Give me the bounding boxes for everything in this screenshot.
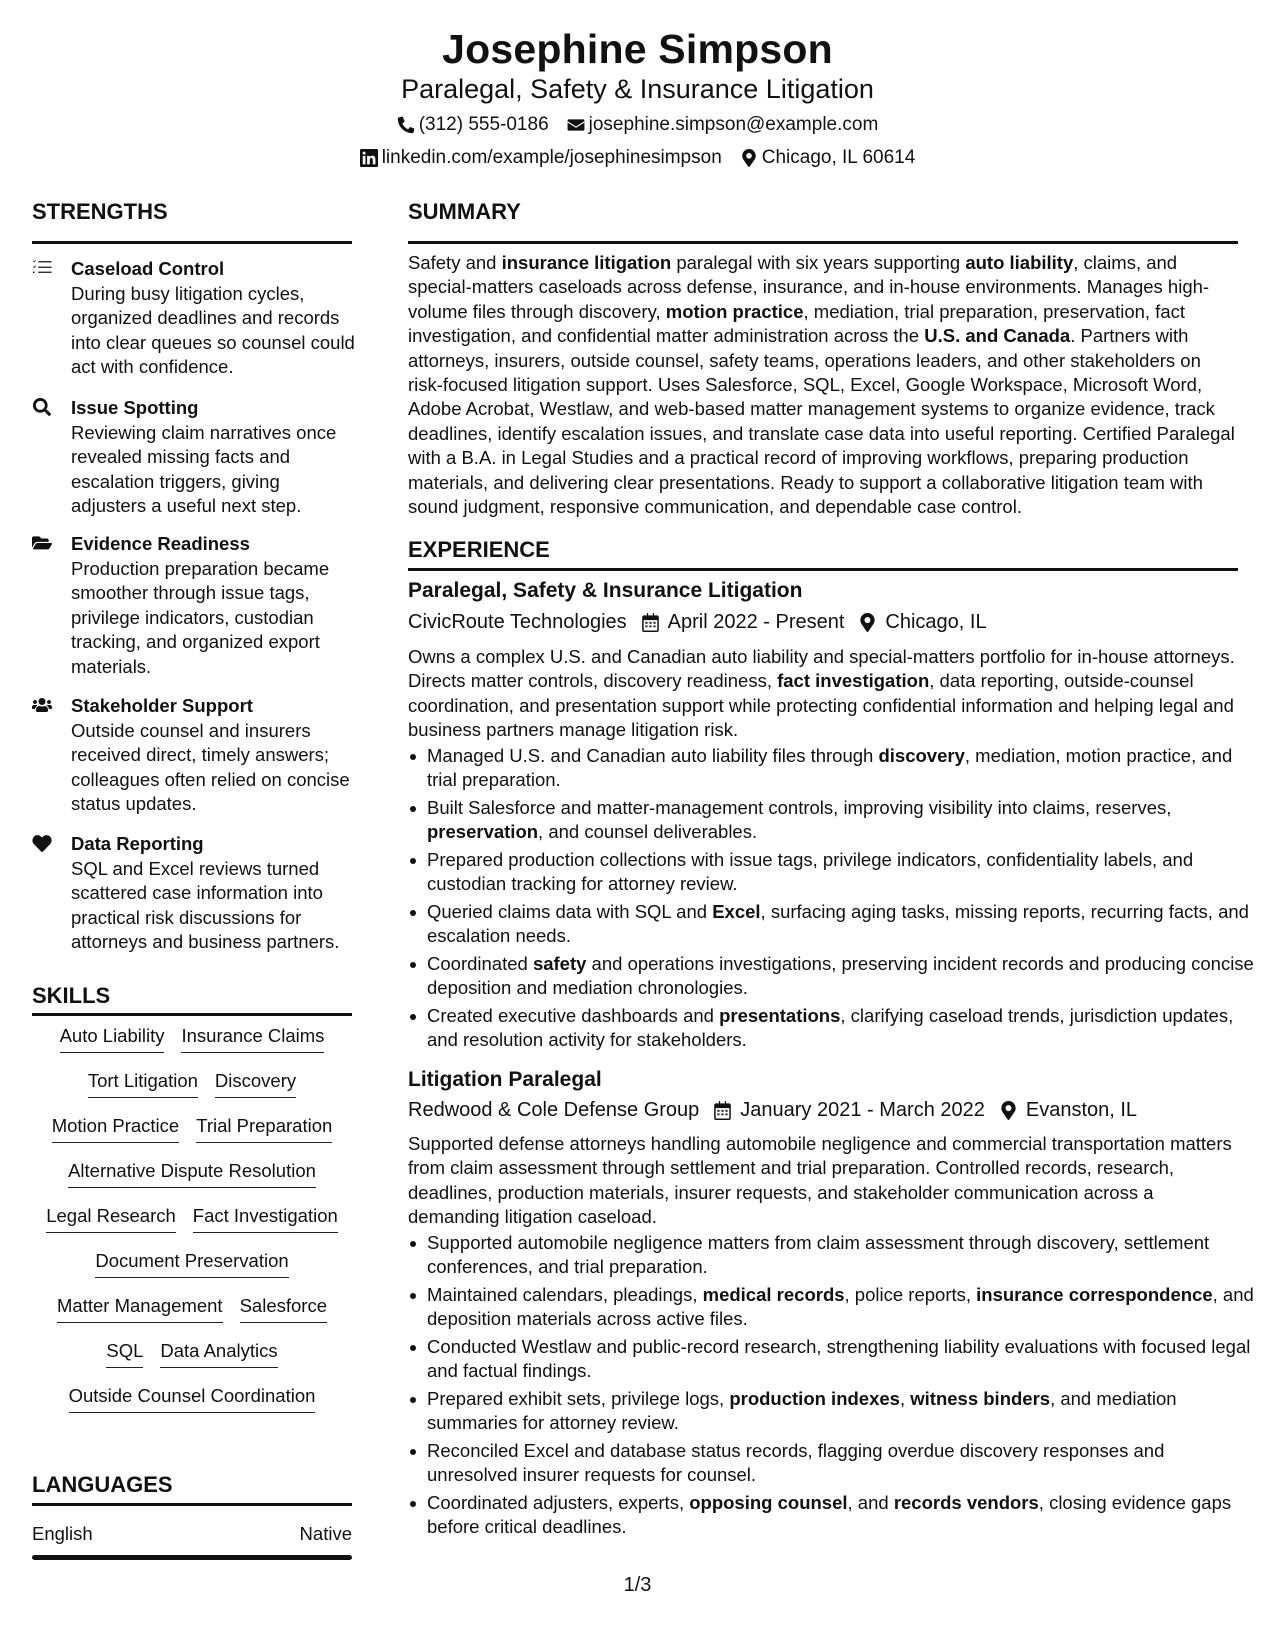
bullet-item: Built Salesforce and matter-management controls, improving visibility into claims, reserves, preservation, and counsel deliverables.: [427, 796, 1257, 845]
folder-open-icon: [32, 534, 54, 554]
summary-text: Safety and insurance litigation paralegal with six years supporting auto liability, claims, and special-matters caseloads across defense, insurance, and in-house environments. Manages high-volume files through discovery, motion practice, mediation, trial preparation, preservation, fact investigation, and confidential matter administration across the U.S. and Canada. Partners with attorneys, insurers, outside counsel, safety teams, operations leaders, and other stakeholders on risk-focused litigation support. Uses Salesforce, SQL, Excel, Google Workspace, Microsoft Word, Adobe Acrobat, Westlaw, and web-based matter management systems to organize evidence, track deadlines, identify escalation issues, and translate case data into useful reporting. Certified Paralegal with a B.A. in Legal Studies and a practical record of improving workflows, preparing production materials, and delivering clear presentations. Ready to support a collaborative litigation team with sound judgment, responsive communication, and dependable case control.: [408, 252, 1235, 518]
page-number: 1/3: [623, 1574, 652, 1596]
linkedin-icon: [360, 149, 378, 167]
skill-tag: Data Analytics: [160, 1339, 277, 1368]
strengths-rule: [32, 241, 352, 244]
skill-row: [32, 1159, 352, 1204]
skill-tag: Tort Litigation: [88, 1069, 198, 1098]
skill-row: [32, 1024, 352, 1069]
strength-title: Data Reporting: [71, 833, 204, 854]
bullet-item: Coordinated adjusters, experts, opposing counsel, and records vendors, closing evidence gaps before critical deadlines.: [427, 1491, 1257, 1540]
map-pin-icon: [858, 613, 877, 632]
calendar-icon: [641, 613, 660, 632]
skill-tag: Motion Practice: [52, 1114, 180, 1143]
summary-rule: [408, 241, 1238, 244]
skill-row: [32, 1114, 352, 1159]
job-bullets: [408, 744, 1257, 1056]
skill-row: [32, 1294, 352, 1339]
bullet-item: Coordinated safety and operations investigations, preserving incident records and producing concise deposition and mediation chronologies.: [427, 952, 1257, 1001]
skill-tag: Outside Counsel Coordination: [69, 1384, 316, 1413]
skill-tag: Insurance Claims: [181, 1024, 324, 1053]
language-name: English: [32, 1523, 93, 1544]
bullet-item: Managed U.S. and Canadian auto liability files through discovery, mediation, motion practice, and trial preparation.: [427, 744, 1257, 793]
skill-row: [32, 1069, 352, 1114]
strength-title: Caseload Control: [71, 258, 225, 279]
skill-tag: Document Preservation: [95, 1249, 288, 1278]
job-location: Chicago, IL: [885, 611, 987, 633]
job-meta: [408, 608, 987, 636]
job-dates-group: [713, 1096, 985, 1124]
job-location-group: [858, 608, 986, 636]
skill-tag: Fact Investigation: [193, 1204, 338, 1233]
magnifier-icon: [32, 398, 54, 418]
email-contact[interactable]: [567, 112, 879, 138]
job-meta: [408, 1096, 1137, 1124]
skill-tag: Salesforce: [240, 1294, 327, 1323]
phone-text: (312) 555-0186: [418, 114, 549, 135]
language-level-bar: [32, 1555, 352, 1560]
summary-heading: SUMMARY: [408, 199, 521, 224]
job-dates: January 2021 - March 2022: [740, 1099, 985, 1121]
bullet-item: Queried claims data with SQL and Excel, surfacing aging tasks, missing reports, recurring facts, and escalation needs.: [427, 900, 1257, 949]
location-text: Chicago, IL 60614: [761, 147, 916, 168]
job-bullets: [408, 1231, 1257, 1543]
email-text: josephine.simpson@example.com: [588, 114, 879, 135]
phone-icon: [397, 116, 415, 134]
contact-row-2: [0, 145, 1275, 171]
skill-row: [32, 1384, 352, 1429]
list-check-icon: [32, 259, 54, 279]
strength-title: Issue Spotting: [71, 397, 199, 418]
skill-row: [32, 1339, 352, 1384]
job-location-group: [999, 1096, 1137, 1124]
skill-row: [32, 1204, 352, 1249]
strength-text: Production preparation became smoother through issue tags, privilege indicators, custodian tracking, and organized export materials.: [71, 558, 330, 677]
bullet-item: Reconciled Excel and database status records, flagging overdue discovery responses and unresolved insurer requests for counsel.: [427, 1439, 1257, 1488]
experience-heading: EXPERIENCE: [408, 537, 550, 562]
heart-icon: [32, 834, 54, 854]
bullet-item: Prepared exhibit sets, privilege logs, production indexes, witness binders, and mediation summaries for attorney review.: [427, 1387, 1257, 1436]
strength-text: Outside counsel and insurers received direct, timely answers; colleagues often relied on concise status updates.: [71, 720, 350, 815]
experience-rule: [408, 568, 1238, 571]
skill-tag: Alternative Dispute Resolution: [68, 1159, 316, 1188]
location-contact: [740, 145, 916, 171]
strength-text: SQL and Excel reviews turned scattered case information into practical risk discussions for attorneys and business partners.: [71, 858, 340, 953]
skills-rule: [32, 1013, 352, 1016]
language-level: Native: [299, 1523, 352, 1544]
skill-tag: SQL: [106, 1339, 143, 1368]
job-description: Supported defense attorneys handling automobile negligence and commercial transportation matters from claim assessment through settlement and trial preparation. Controlled records, research, deadlines, production materials, insurer requests, and stakeholder communication across a demanding litigation caseload.: [408, 1133, 1232, 1228]
job-title: Litigation Paralegal: [408, 1068, 602, 1091]
candidate-name: Josephine Simpson: [442, 26, 833, 72]
job-dates: April 2022 - Present: [667, 611, 845, 633]
map-pin-icon: [740, 149, 758, 167]
phone-contact[interactable]: [397, 112, 549, 138]
bullet-item: Prepared production collections with issue tags, privilege indicators, confidentiality labels, and custodian tracking for attorney review.: [427, 848, 1257, 897]
skill-tag: Matter Management: [57, 1294, 223, 1323]
strength-title: Evidence Readiness: [71, 533, 250, 554]
skill-tag: Auto Liability: [60, 1024, 165, 1053]
skills-list: [32, 1024, 352, 1429]
envelope-icon: [567, 116, 585, 134]
skill-tag: Legal Research: [46, 1204, 176, 1233]
map-pin-icon: [999, 1101, 1018, 1120]
skill-tag: Trial Preparation: [196, 1114, 332, 1143]
skills-heading: SKILLS: [32, 983, 111, 1008]
contact-row: [0, 112, 1275, 138]
skill-row: [32, 1249, 352, 1294]
job-dates-group: [641, 608, 845, 636]
languages-heading: LANGUAGES: [32, 1472, 173, 1497]
job-description: Owns a complex U.S. and Canadian auto liability and special-matters portfolio for in-house attorneys. Directs matter controls, discovery readiness, fact investigation, data reporting, outside-counsel coordination, and presentation support while protecting confidential information and helping legal and business partners manage litigation risk.: [408, 646, 1235, 741]
candidate-title: Paralegal, Safety & Insurance Litigation: [401, 74, 874, 104]
bullet-item: Maintained calendars, pleadings, medical records, police reports, insurance correspondence, and deposition materials across active files.: [427, 1283, 1257, 1332]
users-icon: [32, 696, 54, 716]
bullet-item: Created executive dashboards and presentations, clarifying caseload trends, jurisdiction updates, and resolution activity for stakeholders.: [427, 1004, 1257, 1053]
bullet-item: Conducted Westlaw and public-record research, strengthening liability evaluations with focused legal and factual findings.: [427, 1335, 1257, 1384]
job-location: Evanston, IL: [1025, 1099, 1138, 1121]
strength-text: During busy litigation cycles, organized deadlines and records into clear queues so counsel could act with confidence.: [71, 283, 355, 378]
languages-rule: [32, 1503, 352, 1506]
skill-tag: Discovery: [215, 1069, 296, 1098]
strengths-heading: STRENGTHS: [32, 199, 168, 224]
strength-text: Reviewing claim narratives once revealed missing facts and escalation triggers, giving adjusters a useful next step.: [71, 422, 337, 517]
job-title: Paralegal, Safety & Insurance Litigation: [408, 579, 803, 602]
job-company: Redwood & Cole Defense Group: [408, 1099, 700, 1121]
linkedin-contact[interactable]: [360, 145, 722, 171]
bullet-item: Supported automobile negligence matters from claim assessment through discovery, settlement conferences, and trial preparation.: [427, 1231, 1257, 1280]
calendar-icon: [713, 1101, 732, 1120]
linkedin-text: linkedin.com/example/josephinesimpson: [381, 147, 722, 168]
job-company: CivicRoute Technologies: [408, 611, 627, 633]
strength-title: Stakeholder Support: [71, 695, 253, 716]
